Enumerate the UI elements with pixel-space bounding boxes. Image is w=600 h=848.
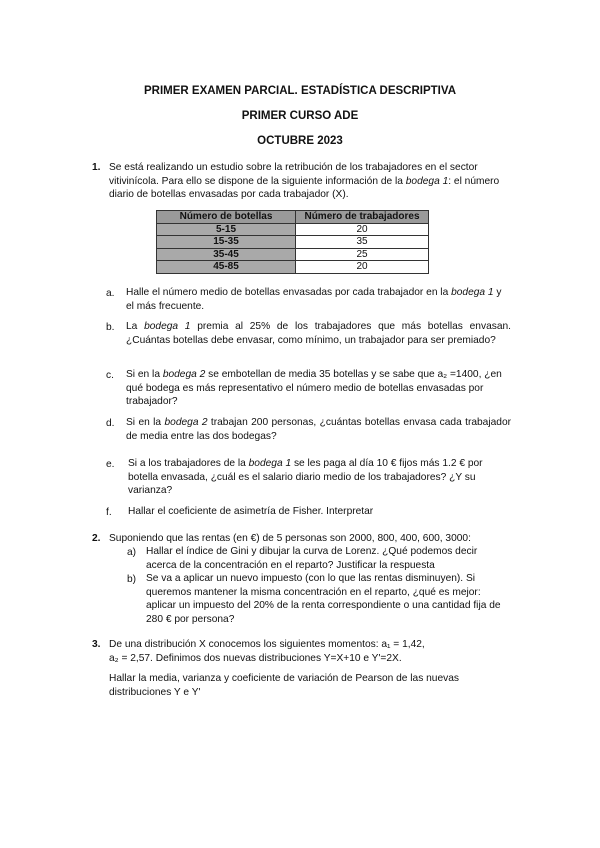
q3-line1: De una distribución X conocemos los siguientes momentos: a₁ = 1,42,	[109, 639, 425, 650]
table-row: 35-45 25	[157, 248, 429, 261]
table-row: 45-85 20	[157, 261, 429, 274]
q2-number: 2.	[92, 533, 101, 544]
exam-date: OCTUBRE 2023	[257, 135, 343, 147]
q2b-text: Se va a aplicar un nuevo impuesto (con lo que las rentas disminuyen). Si queremos mantener la misma concentración en el reparto, ¿qué es mejor: aplicar un impuesto del 20% de la renta correspondiente o una cantidad fija de 280 € por persona?	[146, 573, 501, 625]
q1-number: 1.	[92, 162, 101, 173]
q3-number: 3.	[92, 639, 101, 650]
frequency-table	[156, 210, 429, 274]
q1d-label: d.	[106, 418, 115, 429]
table-row: 5-15 20	[157, 223, 429, 236]
q1c-text: Si en la bodega 2 se embotellan de media 35 botellas y se sabe que a₂ =1400, ¿en qué bodega es más representativo el número medio de botellas envasadas por trabajador?	[126, 369, 502, 407]
exam-title: PRIMER EXAMEN PARCIAL. ESTADÍSTICA DESCRIPTIVA	[143, 85, 456, 97]
q3-task: Hallar la media, varianza y coeficiente de variación de Pearson de las nuevas distribuciones Y e Y'	[109, 673, 459, 698]
q2a-label: a)	[127, 547, 137, 558]
table-row: 15-35 35	[157, 236, 429, 249]
q1b-text: La bodega 1 premia al 25% de los trabajadores que más botellas envasan. ¿Cuántas botellas debe envasar, como mínimo, un trabajador para ser premiado?	[126, 321, 511, 346]
q1e-label: e.	[106, 459, 115, 470]
q2b-label: b)	[127, 574, 137, 585]
q1f-text: Hallar el coeficiente de asimetría de Fisher. Interpretar	[128, 506, 374, 517]
table-header: Número de botellas	[157, 211, 296, 224]
q2a-text: Hallar el índice de Gini y dibujar la curva de Lorenz. ¿Qué podemos decir acerca de la concentración en el reparto? Justificar la respuesta	[146, 546, 478, 571]
q1-intro: Se está realizando un estudio sobre la retribución de los trabajadores en el sector vitivinícola. Para ello se dispone de la siguiente información de la bodega 1: el número diario de botellas envasadas por cada trabajador (X).	[109, 162, 500, 200]
q1a-label: a.	[106, 288, 115, 299]
q1c-label: c.	[106, 370, 114, 381]
q1a-text: Halle el número medio de botellas envasadas por cada trabajador en la bodega 1 y el más frecuente.	[126, 287, 502, 312]
q1d-text: Si en la bodega 2 trabajan 200 personas, ¿cuántas botellas envasa cada trabajador de media entre las dos bodegas?	[126, 417, 511, 442]
table-header: Número de trabajadores	[296, 211, 429, 224]
q1e-text: Si a los trabajadores de la bodega 1 se les paga al día 10 € fijos más 1.2 € por botella envasada, ¿cuál es el salario diario medio de los trabajadores? ¿Y su varianza?	[128, 458, 483, 496]
q1f-label: f.	[106, 507, 112, 518]
q3-line2: a₂ = 2,57. Definimos dos nuevas distribuciones Y=X+10 e Y'=2X.	[109, 653, 402, 664]
exam-course: PRIMER CURSO ADE	[241, 110, 359, 122]
q1b-label: b.	[106, 322, 115, 333]
q2-intro: Suponiendo que las rentas (en €) de 5 personas son 2000, 800, 400, 600, 3000:	[109, 533, 471, 544]
